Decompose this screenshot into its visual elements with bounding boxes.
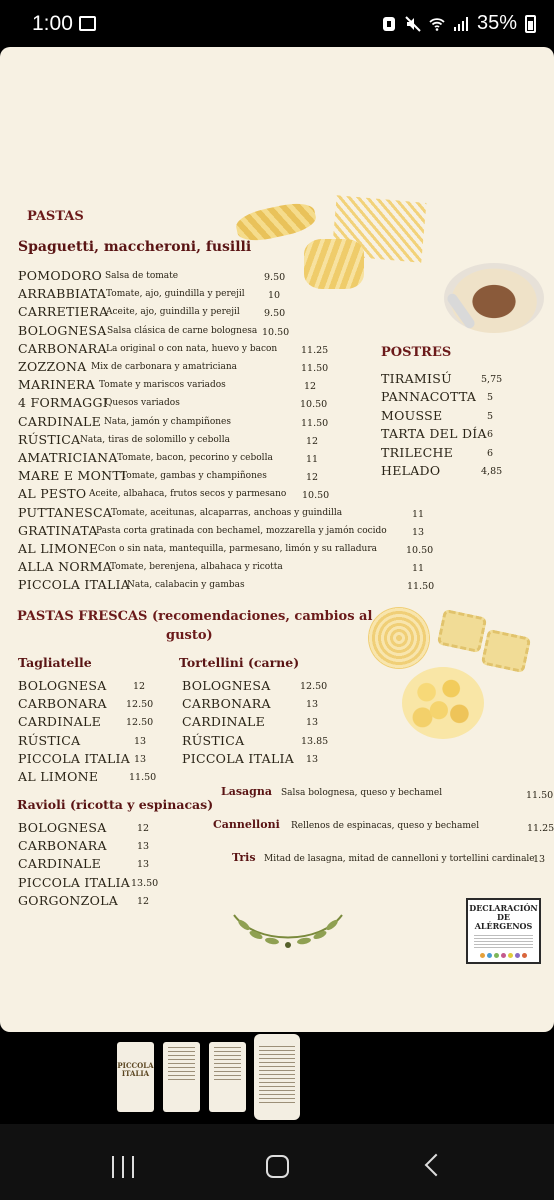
ravioli-item-name: CARBONARA [18, 838, 107, 854]
battery-percent: 35% [476, 12, 517, 34]
pasta-item-price: 11 [412, 563, 425, 575]
status-bar [0, 0, 554, 48]
pasta-item-name: RÚSTICA [18, 431, 81, 447]
ravioli-illustration [481, 629, 532, 673]
thumbnail-page-1[interactable] [117, 1042, 154, 1112]
pasta-item-name: AMATRICIANA [18, 450, 118, 465]
status-time: 1:00 [32, 12, 73, 35]
thumbnail-page-2[interactable] [163, 1042, 200, 1112]
pasta-item-price: 11.50 [301, 363, 329, 374]
mute-icon [405, 16, 421, 32]
menu-page[interactable] [0, 47, 554, 1032]
tortellini-item-name: CARBONARA [182, 696, 271, 712]
pastas-heading: PASTAS [27, 209, 84, 224]
pasta-item-name: CARRETIERA [18, 304, 109, 320]
thumbnail-content [214, 1047, 241, 1083]
pasta-item-desc: Pasta corta gratinada con bechamel, mozzarella y jamón cocido [96, 525, 387, 536]
tagliatelle-item-name: CARBONARA [18, 696, 107, 712]
pasta-item-name: MARE E MONTI [18, 468, 127, 484]
nfc-icon [381, 16, 397, 32]
cannelloni-price: 11.25 [527, 823, 554, 834]
pasta-item-name: CARDINALE [18, 413, 102, 429]
pasta-item-price: 11 [412, 508, 425, 520]
ravioli-illustration [437, 609, 488, 653]
allergen-title-line2: DE ALÉRGENOS [474, 912, 533, 931]
tortellini-item-name: RÚSTICA [182, 732, 245, 748]
pasta-item-desc: Tomate, berenjena, albahaca y ricotta [110, 562, 283, 573]
tortellini-item-price: 12.50 [300, 681, 328, 692]
thumbnail-title: PICCOLA ITALIA [117, 1061, 154, 1078]
pasta-item-desc: Nata, calabacin y gambas [127, 580, 245, 591]
pasta-item-name: PICCOLA ITALIA [18, 577, 131, 593]
pasta-item-desc: Nata, tiras de solomillo y cebolla [80, 434, 230, 445]
frescas-heading-cont: gusto) [166, 628, 213, 643]
pasta-item-price: 9.50 [264, 308, 286, 320]
penne-illustration [304, 239, 364, 289]
pasta-item-price: 11.25 [301, 344, 329, 356]
recent-apps-icon[interactable] [112, 1156, 134, 1178]
tortellini-item-name: PICCOLA ITALIA [182, 750, 295, 766]
status-indicators [381, 12, 536, 35]
tagliatelle-heading: Tagliatelle [18, 655, 92, 670]
pasta-item-name: 4 FORMAGGI [18, 395, 108, 411]
allergen-text-block [474, 935, 533, 949]
page-thumbnail-strip [0, 1032, 554, 1124]
lasagna-name: Lasagna [221, 785, 272, 798]
pasta-item-name: AL LIMONE [18, 541, 99, 556]
ravioli-item-price: 13 [137, 841, 150, 853]
tortellini-item-name: CARDINALE [182, 714, 266, 730]
tris-name: Tris [232, 851, 256, 864]
pasta-item-desc: Tomate, ajo, guindilla y perejil [106, 289, 245, 300]
pasta-item-price: 12 [304, 381, 317, 393]
pasta-item-desc: Tomate y mariscos variados [99, 380, 226, 391]
pasta-item-price: 11.50 [301, 417, 329, 429]
thumbnail-page-4-active[interactable] [254, 1034, 300, 1120]
pasta-item-name: GRATINATA [18, 522, 98, 538]
tagliatelle-item-price: 12.50 [126, 717, 154, 729]
navigation-bar [0, 1124, 554, 1200]
signal-icon [453, 16, 469, 32]
gallery-notification-icon [79, 16, 96, 31]
pasta-item-name: ARRABBIATA [18, 286, 107, 302]
tagliatelle-item-price: 11.50 [129, 772, 157, 783]
postre-item-name: TIRAMISÚ [381, 371, 452, 386]
ravioli-item-price: 13 [137, 859, 150, 871]
thumbnail-content [168, 1047, 195, 1083]
tortellini-item-price: 13 [306, 753, 319, 765]
pasta-item-name: CARBONARA [18, 340, 107, 356]
pasta-item-desc: Con o sin nata, mantequilla, parmesano, limón y su ralladura [98, 544, 377, 554]
lasagna-price: 11.50 [526, 790, 554, 801]
postre-item-price: 6 [487, 429, 494, 441]
tris-price: 13 [533, 854, 546, 865]
tortellini-item-price: 13.85 [301, 735, 329, 747]
allergen-title-line1: DECLARACIÓN [469, 903, 538, 913]
postre-item-name: TARTA DEL DÍA [381, 426, 487, 442]
pasta-item-price: 13 [412, 526, 425, 538]
tortellini-heading: Tortellini (carne) [179, 655, 300, 670]
tortellini-item-price: 13 [306, 717, 319, 729]
tagliatelle-item-price: 13 [134, 735, 147, 747]
postre-item-name: MOUSSE [381, 407, 443, 423]
pasta-item-name: ALLA NORMA [18, 559, 113, 575]
pasta-item-price: 10.50 [302, 490, 330, 502]
tagliatelle-item-price: 12.50 [126, 699, 154, 711]
postre-item-price: 5 [487, 410, 494, 422]
cannelloni-name: Cannelloni [213, 818, 280, 831]
pasta-item-price: 9.50 [264, 272, 286, 283]
postre-item-name: HELADO [381, 463, 441, 478]
pasta-item-desc: Mix de carbonara y amatriciana [91, 362, 238, 372]
pasta-item-desc: Salsa clásica de carne bolognesa [107, 325, 258, 336]
pasta-item-desc: Tomate, bacon, pecorino y cebolla [117, 453, 273, 463]
pasta-item-desc: Nata, jamón y champiñones [104, 416, 231, 427]
cannelloni-desc: Rellenos de espinacas, queso y bechamel [291, 821, 480, 831]
pasta-item-desc: Quesos variados [105, 398, 180, 409]
ravioli-item-price: 12 [137, 823, 150, 834]
pasta-item-name: PUTTANESCA [18, 504, 113, 520]
tortellini-illustration [402, 667, 484, 739]
pasta-item-price: 10.50 [300, 399, 328, 411]
pasta-item-desc: Aceite, albahaca, frutos secos y parmesano [89, 489, 287, 500]
postre-item-name: TRILECHE [381, 444, 454, 460]
tris-desc: Mitad de lasagna, mitad de cannelloni y tortellini cardinale [264, 854, 535, 864]
allergen-icons [468, 953, 539, 958]
tortellini-item-price: 13 [306, 699, 319, 711]
pasta-item-price: 10.50 [406, 545, 434, 556]
pasta-item-name: POMODORO [18, 268, 103, 283]
frescas-heading: PASTAS FRESCAS (recomendaciones, cambios al [17, 609, 373, 624]
tagliatelle-item-name: CARDINALE [18, 714, 102, 730]
tortellini-item-name: BOLOGNESA [182, 678, 271, 693]
ravioli-item-name: PICCOLA ITALIA [18, 874, 131, 890]
thumbnail-page-3[interactable] [209, 1042, 246, 1112]
thumbnail-content [259, 1046, 295, 1106]
tagliatelle-item-price: 13 [134, 753, 147, 765]
pasta-item-price: 11.50 [407, 581, 435, 593]
pasta-item-desc: Tomate, aceitunas, alcaparras, anchoas y guindilla [111, 507, 343, 518]
olive-branch-illustration [226, 905, 350, 957]
tagliatelle-item-price: 12 [133, 681, 146, 692]
postre-item-price: 5 [487, 392, 494, 404]
pasta-item-price: 10.50 [262, 326, 290, 338]
lasagna-desc: Salsa bolognesa, queso y bechamel [281, 788, 443, 798]
tagliatelle-item-name: PICCOLA ITALIA [18, 750, 131, 766]
tagliatelle-item-name: AL LIMONE [18, 769, 99, 784]
allergen-declaration-card[interactable] [466, 898, 541, 964]
ravioli-item-price: 12 [137, 895, 150, 907]
tiramisu-illustration [444, 263, 544, 333]
home-icon[interactable] [266, 1155, 289, 1178]
back-icon[interactable] [425, 1154, 448, 1177]
pasta-item-price: 11 [306, 454, 319, 465]
pasta-item-name: ZOZZONA [18, 359, 87, 374]
ravioli-item-name: BOLOGNESA [18, 820, 107, 835]
pasta-item-name: MARINERA [18, 377, 96, 393]
tagliatelle-illustration [368, 607, 430, 669]
pasta-item-price: 12 [306, 472, 319, 484]
ravioli-item-name: GORGONZOLA [18, 892, 119, 908]
pasta-item-price: 10 [268, 290, 281, 302]
pasta-item-name: BOLOGNESA [18, 322, 107, 338]
wifi-icon [429, 16, 445, 32]
tagliatelle-item-name: BOLOGNESA [18, 678, 107, 693]
postre-item-price: 6 [487, 447, 494, 459]
postres-heading: POSTRES [381, 345, 452, 360]
pasta-item-price: 12 [306, 435, 319, 447]
pasta-item-desc: Salsa de tomate [105, 271, 179, 281]
pasta-item-desc: Tomate, gambas y champiñones [121, 471, 267, 482]
pasta-item-name: AL PESTO [18, 486, 87, 502]
pasta-item-desc: La original o con nata, huevo y bacon [106, 343, 278, 354]
ravioli-item-price: 13.50 [131, 877, 159, 889]
postre-item-price: 4,85 [481, 466, 503, 477]
ravioli-heading: Ravioli (ricotta y espinacas) [17, 797, 214, 812]
pastas-subheading: Spaguetti, maccheroni, fusilli [18, 239, 252, 255]
ravioli-item-name: CARDINALE [18, 856, 102, 872]
postre-item-price: 5,75 [481, 374, 503, 385]
tagliatelle-item-name: RÚSTICA [18, 732, 81, 748]
battery-icon [525, 15, 536, 33]
pasta-item-desc: Aceite, ajo, guindilla y perejil [106, 307, 240, 318]
postre-item-name: PANNACOTTA [381, 389, 477, 405]
